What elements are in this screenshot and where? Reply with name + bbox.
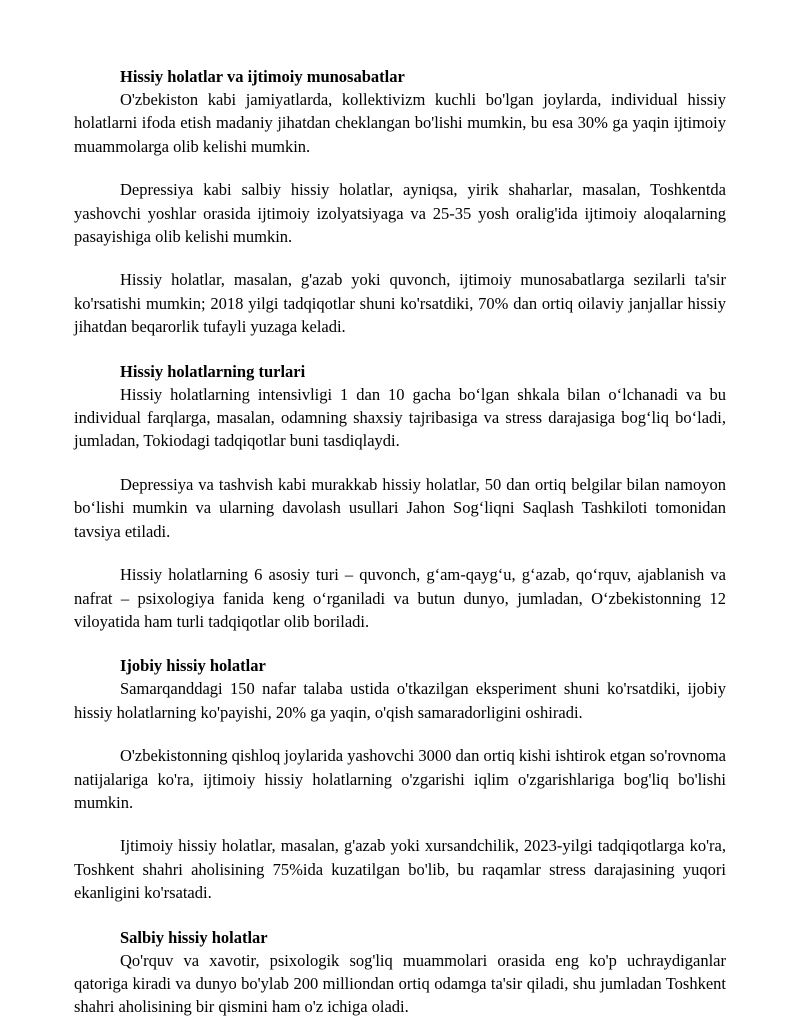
- section-heading: Hissiy holatlarning turlari: [120, 361, 306, 381]
- document-page: [74, 66, 726, 1019]
- section-types: [74, 361, 726, 634]
- paragraph: Hissiy holatlarning 6 asosiy turi – quvonch, g‘am-qayg‘u, g‘azab, qo‘rquv, ajablanish va nafrat – psixologiya fanida keng o‘rganiladi va butun dunyo, jumladan, O‘zbekistonning 12 viloyatida ham turli tadqiqotlar olib boriladi.: [74, 565, 726, 631]
- section-heading: Hissiy holatlar va ijtimoiy munosabatlar: [120, 67, 405, 86]
- section-negative: [74, 927, 726, 1019]
- paragraph: Depressiya kabi salbiy hissiy holatlar, ayniqsa, yirik shaharlar, masalan, Toshkentda yashovchi yoshlar orasida ijtimoiy izolyatsiyaga va 25-35 yosh oralig'ida ijtimoiy aloqalarning pasayishiga olib kelishi mumkin.: [74, 180, 726, 247]
- paragraph: O'zbekiston kabi jamiyatlarda, kollektivizm kuchli bo'lgan joylarda, individual hissiy holatlarni ifoda etish madaniy jihatdan cheklangan bo'lishi mumkin, bu esa 30% ga yaqin ijtimoiy muammolarga olib kelishi mumkin.: [74, 90, 726, 156]
- section-positive: [74, 655, 726, 904]
- paragraph: Hissiy holatlar, masalan, g'azab yoki quvonch, ijtimoiy munosabatlarga sezilarli ta'sir ko'rsatishi mumkin; 2018 yilgi tadqiqotlar shuni ko'rsatdiki, 70% dan ortiq oilaviy janjallar hissiy jihatdan beqarorlik tufayli yuzaga keladi.: [74, 270, 726, 337]
- paragraph: Qo'rquv va xavotir, psixologik sog'liq muammolari orasida eng ko'p uchraydiganlar qatoriga kiradi va dunyo bo'ylab 200 milliondan ortiq odamga ta'sir qiladi, shu jumladan Toshkent shahri aholisining bir qismini ham o'z ichiga oladi.: [74, 950, 726, 1017]
- paragraph: Hissiy holatlarning intensivligi 1 dan 10 gacha bo‘lgan shkala bilan o‘lchanadi va bu individual farqlarga, masalan, odamning shaxsiy tajribasiga va stress darajasiga bog‘liq bo‘ladi, jumladan, Tokiodagi tadqiqotlar buni tasdiqlaydi.: [74, 384, 726, 451]
- section-heading: Salbiy hissiy holatlar: [120, 927, 268, 947]
- paragraph: O'zbekistonning qishloq joylarida yashovchi 3000 dan ortiq kishi ishtirok etgan so'rovnoma natijalariga ko'ra, ijtimoiy hissiy holatlarning o'zgarishi iqlim o'zgarishlariga bog'liq bo'lishi mumkin.: [74, 746, 726, 812]
- section-heading: Ijobiy hissiy holatlar: [120, 656, 266, 676]
- paragraph: Depressiya va tashvish kabi murakkab hissiy holatlar, 50 dan ortiq belgilar bilan namoyon bo‘lishi mumkin va ularning davolash usullari Jahon Sog‘liqni Saqlash Tashkiloti tomonidan tavsiya etiladi.: [74, 474, 726, 541]
- section-social-relations: [74, 66, 726, 339]
- paragraph: Ijtimoiy hissiy holatlar, masalan, g'azab yoki xursandchilik, 2023-yilgi tadqiqotlarga ko'ra, Toshkent shahri aholisining 75%ida kuzatilgan bo'lib, bu raqamlar stress darajasining yuqori ekanligini ko'rsatadi.: [74, 836, 726, 903]
- paragraph: Samarqanddagi 150 nafar talaba ustida o'tkazilgan eksperiment shuni ko'rsatdiki, ijobiy hissiy holatlarning ko'payishi, 20% ga yaqin, o'qish samaradorligini oshiradi.: [74, 679, 726, 722]
